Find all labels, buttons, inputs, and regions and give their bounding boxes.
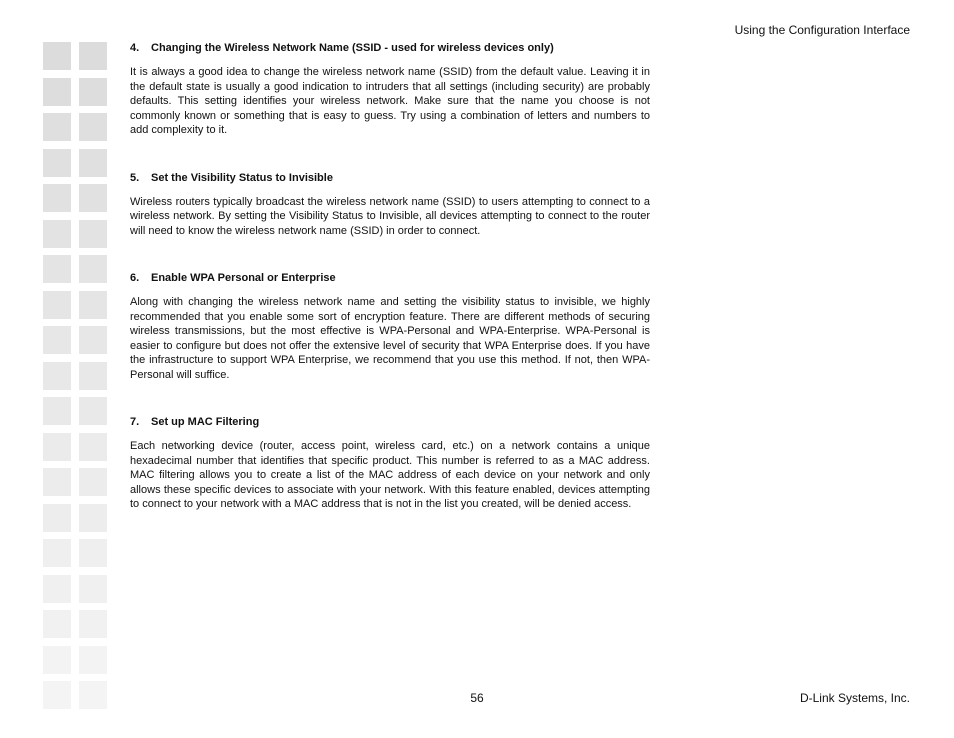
decorative-square bbox=[43, 575, 71, 603]
document-content bbox=[130, 41, 650, 545]
decorative-square bbox=[79, 184, 107, 212]
decorative-square bbox=[79, 255, 107, 283]
section-number: 6. bbox=[130, 272, 140, 284]
section-number: 4. bbox=[130, 42, 140, 54]
page-number: 56 bbox=[470, 691, 484, 705]
decorative-square bbox=[79, 362, 107, 390]
decorative-square bbox=[43, 433, 71, 461]
decorative-square bbox=[79, 504, 107, 532]
decorative-square bbox=[79, 113, 107, 141]
decorative-square bbox=[43, 610, 71, 638]
decorative-square bbox=[43, 397, 71, 425]
decorative-square bbox=[79, 397, 107, 425]
decorative-square bbox=[79, 539, 107, 567]
decorative-square bbox=[43, 184, 71, 212]
section-title: Set up MAC Filtering bbox=[151, 416, 260, 428]
section-title: Enable WPA Personal or Enterprise bbox=[151, 272, 336, 284]
decorative-square bbox=[43, 255, 71, 283]
decorative-square bbox=[79, 220, 107, 248]
decorative-square bbox=[43, 149, 71, 177]
section-heading bbox=[130, 171, 650, 185]
decorative-square bbox=[79, 78, 107, 106]
decorative-square bbox=[79, 646, 107, 674]
decorative-square bbox=[43, 326, 71, 354]
section-body: Along with changing the wireless network name and setting the visibility status to invisible, we highly recommended that you enable some sort of encryption feature. There are different methods of securing wireless transmissions, but the most effective is WPA-Personal and WPA-Enterprise. WPA-Personal is easier to configure but does not offer the extensive level of security that WPA Enterprise does. If you have the infrastructure to support WPA Enterprise, we recommend that you use this method. If not, then WPA-Personal will suffice. bbox=[130, 296, 650, 381]
decorative-square bbox=[79, 468, 107, 496]
decorative-square bbox=[43, 220, 71, 248]
section-mac-filtering bbox=[130, 415, 650, 512]
decorative-square bbox=[79, 610, 107, 638]
decorative-square bbox=[79, 433, 107, 461]
decorative-square bbox=[43, 539, 71, 567]
decorative-square bbox=[79, 575, 107, 603]
company-name: D-Link Systems, Inc. bbox=[799, 691, 910, 705]
decorative-square bbox=[79, 149, 107, 177]
decorative-square bbox=[79, 681, 107, 709]
decorative-square bbox=[79, 291, 107, 319]
section-title: Changing the Wireless Network Name (SSID - used for wireless devices only) bbox=[151, 42, 554, 54]
section-heading bbox=[130, 41, 650, 55]
decorative-square bbox=[43, 468, 71, 496]
decorative-square bbox=[43, 504, 71, 532]
section-number: 7. bbox=[130, 416, 140, 428]
decorative-square bbox=[43, 78, 71, 106]
decorative-square-pattern bbox=[43, 42, 109, 712]
section-wpa bbox=[130, 271, 650, 382]
decorative-square bbox=[43, 113, 71, 141]
running-header: Using the Configuration Interface bbox=[734, 23, 910, 37]
section-heading bbox=[130, 271, 650, 285]
decorative-square bbox=[79, 42, 107, 70]
decorative-square bbox=[43, 362, 71, 390]
decorative-square bbox=[43, 646, 71, 674]
section-body: Wireless routers typically broadcast the wireless network name (SSID) to users attempting to connect to a wireless network. By setting the Visibility Status to Invisible, all devices attempting to connect to the router will need to know the wireless network name (SSID) in order to connect. bbox=[130, 195, 650, 237]
section-body: It is always a good idea to change the wireless network name (SSID) from the default value. Leaving it in the default state is usually a good indication to intruders that all settings (including security) are probably defaults. This setting identifies your wireless network. Make sure that the name you choose is not commonly known or something that is easy to guess. Try using a combination of letters and numbers to add complexity to it. bbox=[130, 66, 650, 136]
section-heading bbox=[130, 415, 650, 429]
section-body: Each networking device (router, access point, wireless card, etc.) on a network contains a unique hexadecimal number that identifies that specific product. This number is referred to as a MAC address. MAC filtering allows you to create a list of the MAC address of each device on your network and only allows these specific devices to associate with your network. With this feature enabled, devices attempting to connect to your network with a MAC address that is not in the list you created, will be denied access. bbox=[130, 440, 650, 510]
section-visibility bbox=[130, 171, 650, 239]
decorative-square bbox=[43, 42, 71, 70]
section-title: Set the Visibility Status to Invisible bbox=[151, 171, 333, 184]
section-number: 5. bbox=[130, 171, 140, 184]
decorative-square bbox=[43, 681, 71, 709]
decorative-square bbox=[79, 326, 107, 354]
section-ssid bbox=[130, 41, 650, 138]
decorative-square bbox=[43, 291, 71, 319]
